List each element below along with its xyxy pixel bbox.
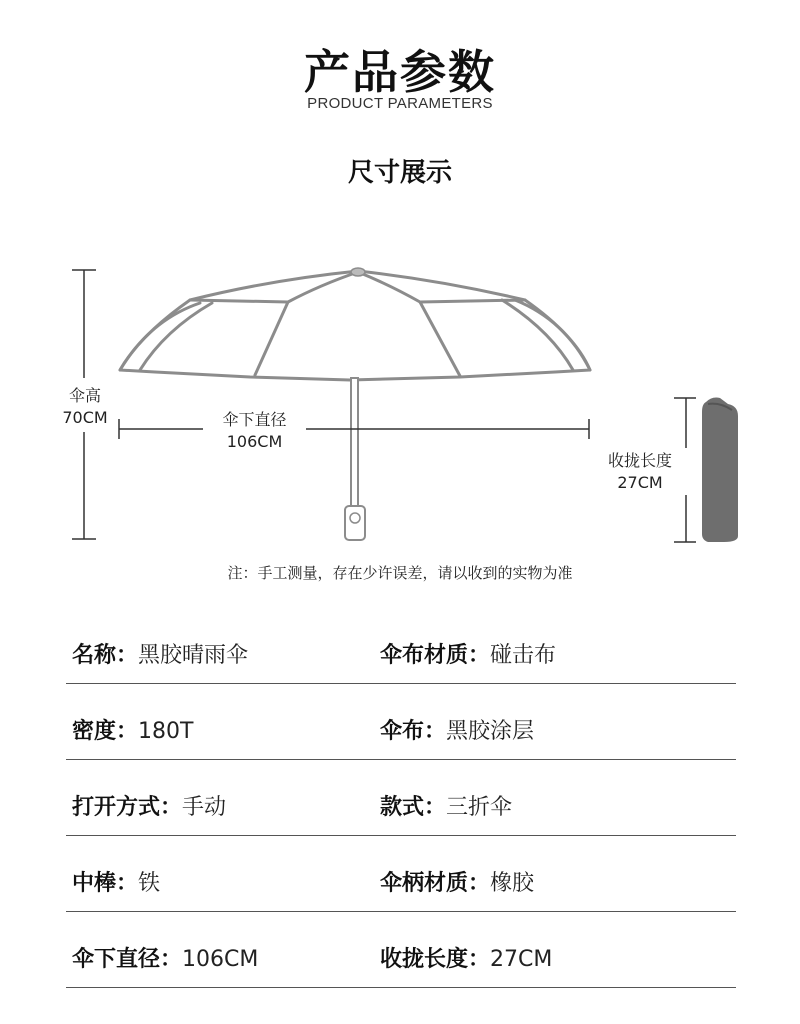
- spec-key: 款式：: [380, 795, 447, 820]
- spec-item: [380, 638, 556, 669]
- spec-key: 伞柄材质：: [380, 871, 491, 896]
- spec-item: [380, 866, 534, 897]
- spec-row: [66, 608, 736, 684]
- spec-key: 伞布材质：: [380, 643, 491, 668]
- handle-button: [350, 513, 360, 523]
- spec-item: [380, 942, 552, 973]
- diameter-dimension-label: [203, 409, 306, 453]
- spec-value: 180T: [138, 719, 194, 744]
- size-section-title: 尺寸展示: [347, 158, 452, 188]
- spec-item: [72, 790, 226, 821]
- diameter-value: 106CM: [226, 432, 283, 451]
- page-subtitle: PRODUCT PARAMETERS: [307, 95, 493, 112]
- height-dimension-label: [56, 385, 114, 429]
- umbrella-canopy-outline: [120, 271, 590, 380]
- spec-value: 黑胶晴雨伞: [138, 643, 249, 668]
- umbrella-right-panel-edge: [515, 300, 590, 370]
- spec-row: [66, 912, 736, 988]
- umbrella-rib: [358, 272, 460, 376]
- spec-value: 橡胶: [490, 871, 535, 896]
- page-title: 产品参数: [304, 45, 496, 99]
- spec-key: 伞布：: [380, 719, 447, 744]
- spec-value: 106CM: [182, 947, 259, 972]
- spec-value: 黑胶涂层: [446, 719, 535, 744]
- measurement-note: 注：手工测量，存在少许误差，请以收到的实物为准: [227, 564, 573, 582]
- spec-row: [66, 836, 736, 912]
- spec-value: 手动: [182, 795, 227, 820]
- folded-umbrella: [702, 398, 738, 543]
- folded-value: 27CM: [617, 473, 663, 492]
- spec-table: [66, 608, 736, 988]
- spec-item: [380, 790, 512, 821]
- spec-row: [66, 760, 736, 836]
- spec-key: 中棒：: [72, 871, 139, 896]
- spec-key: 伞下直径：: [72, 947, 183, 972]
- folded-dimension-label: [596, 450, 684, 494]
- spec-key: 密度：: [72, 719, 139, 744]
- height-label: 伞高: [68, 386, 101, 405]
- folded-label: 收拢长度: [607, 451, 672, 470]
- spec-item: [72, 866, 160, 897]
- spec-key: 名称：: [72, 643, 139, 668]
- diameter-label: 伞下直径: [222, 410, 287, 429]
- spec-item: [72, 942, 258, 973]
- height-value: 70CM: [62, 408, 108, 427]
- umbrella-rib: [255, 272, 358, 375]
- spec-value: 碰击布: [490, 643, 557, 668]
- spec-key: 收拢长度：: [380, 947, 491, 972]
- spec-item: [72, 638, 248, 669]
- umbrella-top-tip: [351, 268, 365, 276]
- umbrella-left-panel-edge: [120, 303, 200, 370]
- spec-row: [66, 684, 736, 760]
- umbrella-rib: [420, 300, 525, 302]
- spec-item: [72, 714, 193, 745]
- spec-value: 铁: [138, 871, 161, 896]
- spec-key: 打开方式：: [72, 795, 183, 820]
- spec-value: 27CM: [490, 947, 553, 972]
- umbrella-rib: [190, 300, 288, 302]
- umbrella-shaft: [351, 378, 358, 510]
- spec-item: [380, 714, 534, 745]
- spec-value: 三折伞: [446, 795, 513, 820]
